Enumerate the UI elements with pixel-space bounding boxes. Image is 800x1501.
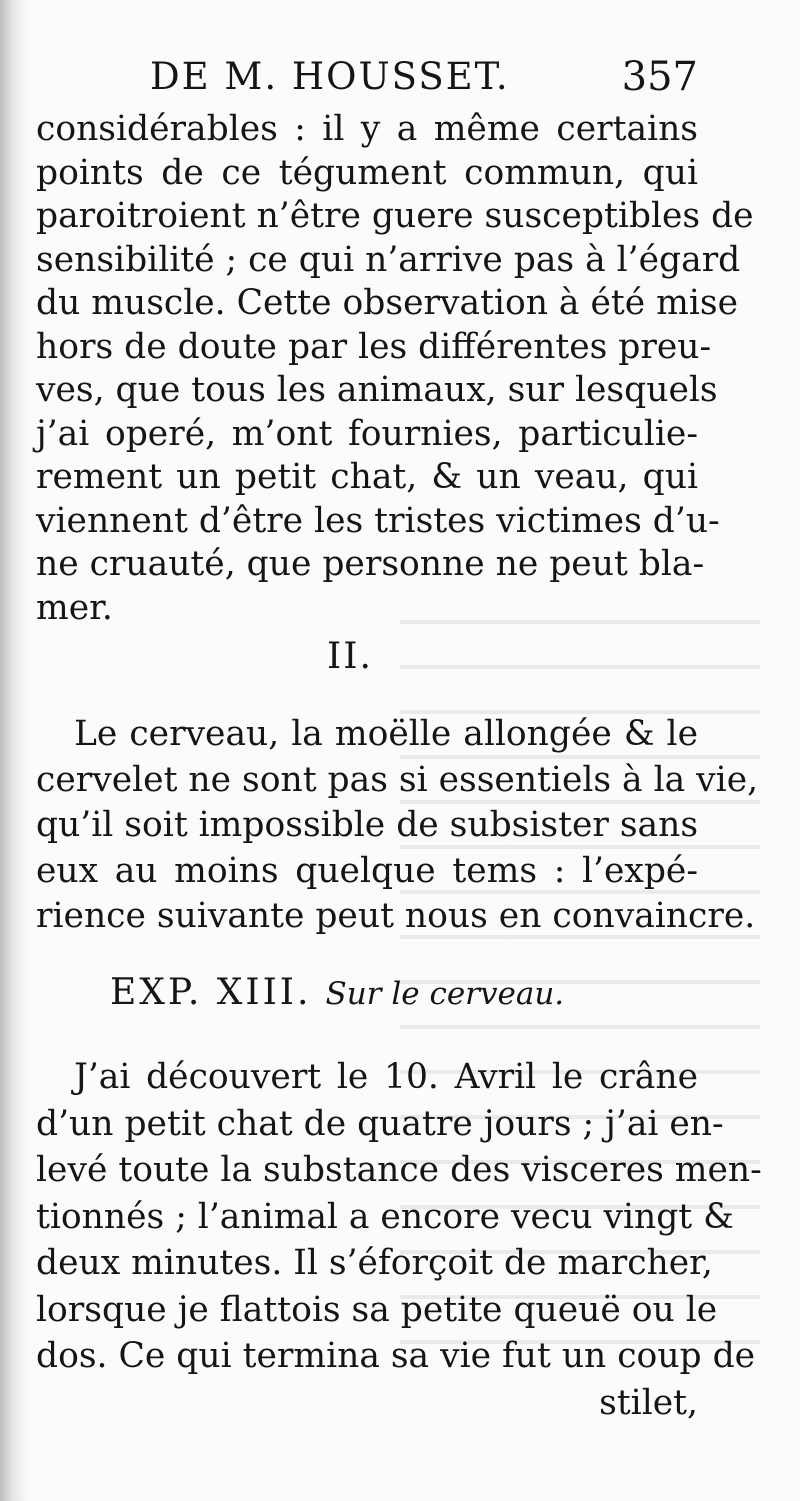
text-line: tionnés ; l’animal a encore vecu vingt &	[36, 1196, 734, 1237]
page-number: 357	[621, 54, 698, 100]
text-line: j’ai operé, m’ont fournies, particulie-	[36, 413, 698, 454]
text-line: d’un petit chat de quatre jours ; j’ai en-	[36, 1103, 724, 1144]
paragraph-3	[36, 1054, 762, 1426]
binding-shadow	[0, 0, 30, 1501]
text-line: hors de doute par les différentes preu-	[36, 326, 712, 367]
text-line: J’ai découvert le 10. Avril le crâne	[74, 1057, 698, 1097]
experiment-heading	[110, 968, 670, 1019]
text-line: ves, que tous les animaux, sur lesquels	[36, 370, 718, 410]
running-title: DE M. HOUSSET.	[150, 55, 510, 98]
text-line: paroitroient n’être guere susceptibles de	[36, 196, 754, 236]
text-line: mer.	[36, 587, 113, 628]
text-line: Le cerveau, la moëlle allongée & le	[74, 714, 698, 754]
paragraph-2	[36, 712, 759, 940]
text-line: lorsque je flattois sa petite queuë ou le	[36, 1289, 718, 1330]
text-line: levé toute la substance des visceres men-	[36, 1150, 762, 1190]
text-line: du muscle. Cette observation à été mise	[36, 283, 738, 323]
text-line: ne cruauté, que personne ne peut bla-	[36, 544, 705, 584]
section-number: II.	[327, 636, 373, 677]
text-line: rience suivante peut nous en convaincre.	[36, 896, 756, 936]
text-line: cervelet ne sont pas si essentiels à la vie,	[36, 759, 759, 800]
page-header	[150, 52, 710, 102]
text-line: deux minutes. Il s’éforçoit de marcher,	[36, 1243, 713, 1283]
text-line: viennent d’être les tristes victimes d’u-	[36, 500, 720, 541]
experiment-label: EXP. XIII.	[110, 972, 312, 1013]
text-line: considérables : il y a même certains	[36, 109, 698, 149]
experiment-title: Sur le cerveau.	[325, 976, 565, 1012]
text-line: stilet,	[599, 1382, 698, 1423]
paragraph-1	[36, 108, 754, 630]
text-line: eux au moins quelque tems : l’expé-	[36, 850, 698, 891]
text-line: qu’il soit impossible de subsister sans	[36, 805, 699, 845]
text-line: sensibilité ; ce qui n’arrive pas à l’égard	[36, 239, 741, 280]
text-line: points de ce tégument commun, qui	[36, 152, 698, 193]
text-line: dos. Ce qui termina sa vie fut un coup de	[36, 1336, 756, 1376]
text-line: rement un petit chat, & un veau, qui	[36, 457, 698, 497]
